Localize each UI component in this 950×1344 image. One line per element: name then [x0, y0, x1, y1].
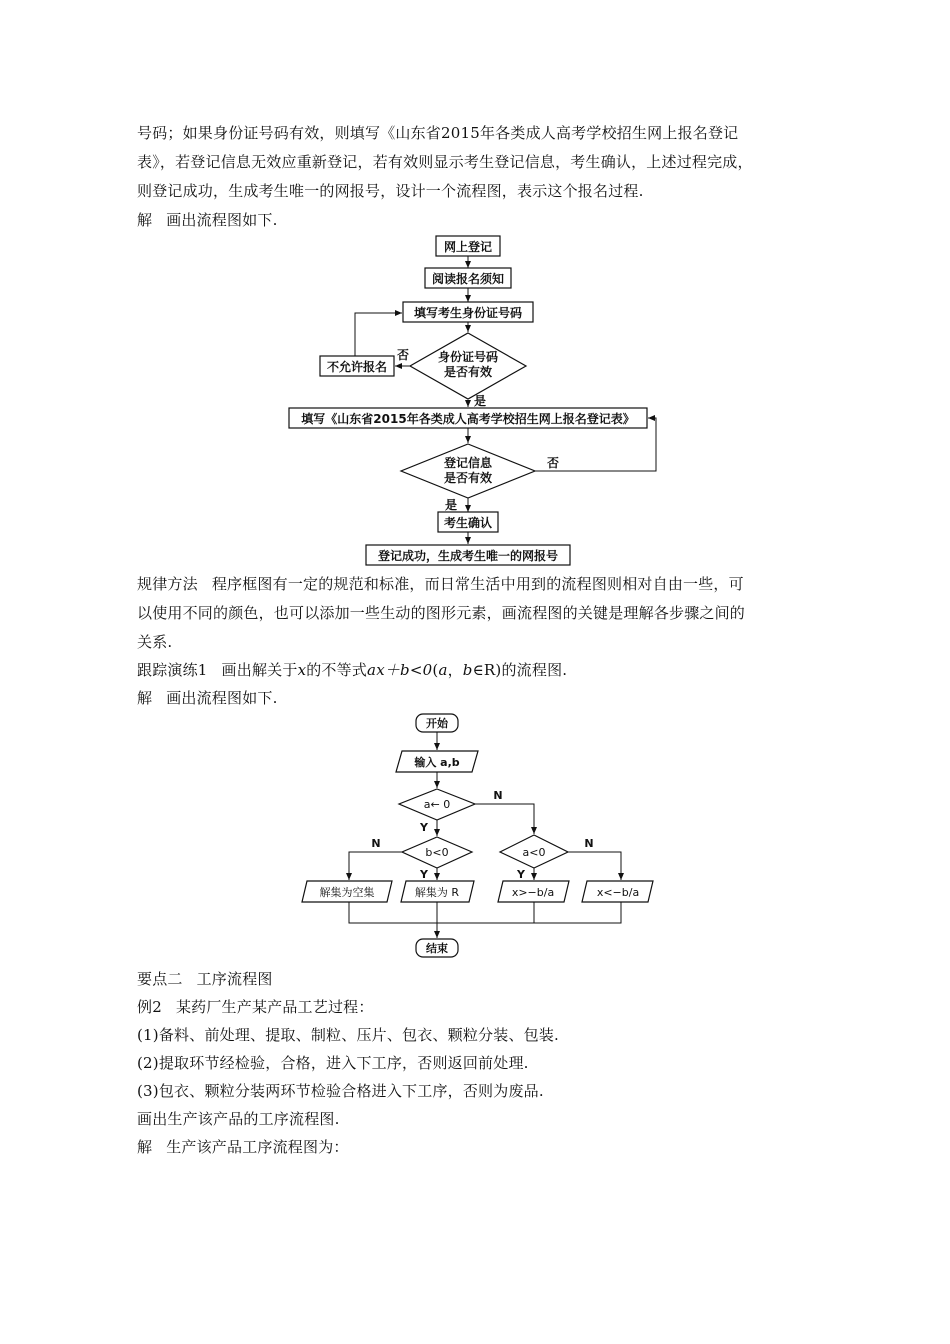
exercise-text: 画出解关于: [221, 661, 298, 679]
yes-label: 是: [444, 498, 458, 512]
io-label: 解集为空集: [319, 886, 375, 899]
example-text: 某药厂生产某产品工艺过程：: [175, 998, 374, 1016]
example-task: 画出生产该产品的工序流程图.: [137, 1110, 340, 1128]
decision-label: b<0: [425, 846, 449, 859]
method-label: 规律方法: [137, 575, 198, 593]
terminal-label: 结束: [426, 942, 448, 955]
solution-text: 画出流程图如下.: [166, 211, 278, 229]
yes-label: Y: [517, 868, 525, 881]
io-label: x<−b/a: [596, 886, 640, 899]
decision-label: 是否有效: [443, 365, 493, 379]
output-x-greater: [498, 881, 569, 902]
decision-label: 登记信息: [443, 456, 493, 470]
decision-label: a← 0: [423, 798, 451, 811]
io-label: x>−b/a: [511, 886, 555, 899]
section-label: 要点二: [137, 970, 183, 988]
exercise-text: ∈R): [472, 661, 502, 679]
output-empty-set: [302, 881, 392, 902]
method-line: 关系.: [137, 633, 173, 651]
inequality-expr: ax＋b<0: [367, 661, 433, 679]
exercise-label: 跟踪演练1: [137, 661, 208, 679]
section-title: 工序流程图: [196, 970, 273, 988]
output-all-reals: [401, 881, 474, 902]
example-line: [137, 997, 374, 1017]
no-label: N: [493, 789, 503, 802]
no-label: N: [371, 837, 381, 850]
no-label: 否: [546, 456, 560, 470]
example-item: (1)备料、前处理、提取、制粒、压片、包衣、颗粒分装、包装.: [137, 1026, 560, 1044]
paragraph-line: 号码；如果身份证号码有效，则填写《山东省2015年各类成人高考学校招生网上报名登记: [137, 124, 739, 142]
decision-a-zero: [399, 789, 475, 820]
variable-b: b: [462, 661, 473, 679]
decision-label: a<0: [522, 846, 546, 859]
node-label: 网上登记: [443, 240, 493, 254]
solution-label: 解: [137, 1138, 153, 1156]
node-label: 阅读报名须知: [431, 272, 505, 286]
io-label: 输入 a,b: [414, 756, 460, 769]
example-item: (3)包衣、颗粒分装两环节检验合格进入下工序，否则为废品.: [137, 1082, 544, 1100]
example-label: 例2: [137, 998, 162, 1016]
exercise-text: 的流程图.: [501, 661, 568, 679]
solution-label: 解: [137, 689, 153, 707]
node-label: 不允许报名: [326, 360, 388, 374]
section-heading: [137, 969, 273, 989]
node-label: 考生确认: [443, 516, 493, 530]
variable-a: a: [438, 661, 448, 679]
example-item: (2)提取环节经检验，合格，进入下工序，否则返回前处理.: [137, 1054, 529, 1072]
start-terminal: [416, 714, 458, 732]
terminal-label: 开始: [426, 717, 448, 730]
node-label: 登记成功，生成考生唯一的网报号: [377, 549, 559, 563]
no-label: N: [584, 837, 594, 850]
decision-label: 身份证号码: [437, 350, 499, 364]
yes-label: 是: [474, 394, 487, 408]
end-terminal: [416, 939, 458, 957]
method-text: 程序框图有一定的规范和标准，而日常生活中用到的流程图则相对自由一些，可: [211, 575, 744, 593]
paragraph-line: 表》，若登记信息无效应重新登记，若有效则显示考生登记信息，考生确认，上述过程完成，: [137, 153, 753, 171]
input-parallelogram: [396, 751, 478, 772]
output-x-less: [582, 881, 653, 902]
exercise-text: (: [432, 661, 439, 679]
node-label: 填写《山东省2015年各类成人高考学校招生网上报名登记表》: [301, 412, 635, 426]
decision-a-negative: [500, 835, 568, 868]
solution-text: 生产该产品工序流程图为：: [166, 1138, 349, 1156]
variable-x: x: [297, 661, 307, 679]
paragraph-line: 则登记成功，生成考生唯一的网报号，设计一个流程图，表示这个报名过程.: [137, 182, 644, 200]
decision-b-negative: [402, 837, 472, 868]
solution-line: [137, 1137, 349, 1157]
exercise-text: 的不等式: [306, 661, 368, 679]
no-label: 否: [396, 348, 410, 362]
decision-label: 是否有效: [443, 471, 493, 485]
yes-label: Y: [420, 868, 428, 881]
io-label: 解集为 R: [414, 886, 460, 899]
method-line: 以使用不同的颜色，也可以添加一些生动的图形元素，画流程图的关键是理解各步骤之间的: [137, 604, 746, 622]
solution-text: 画出流程图如下.: [166, 689, 278, 707]
solution-label: 解: [137, 211, 153, 229]
node-label: 填写考生身份证号码: [413, 306, 523, 320]
exercise-text: ，: [447, 661, 463, 679]
yes-label: Y: [420, 821, 428, 834]
